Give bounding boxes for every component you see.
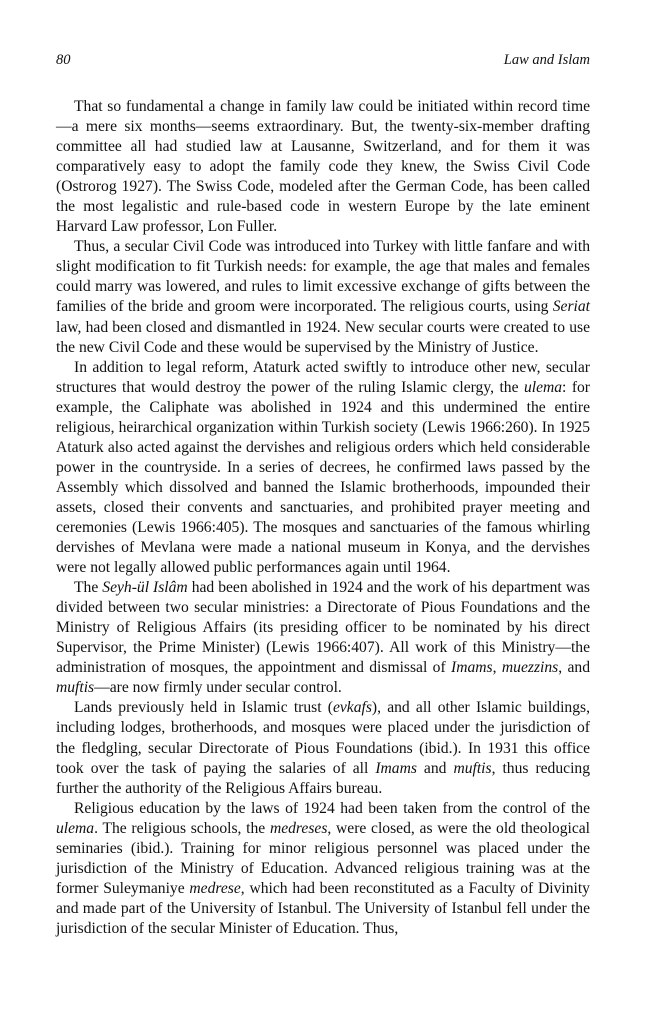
book-page xyxy=(56,52,590,939)
paragraph-1: That so fundamental a change in family law could be initiated within record time—a mere six months—seems extraordinary. But, the twenty-six-member drafting committee all had studied law at Lausanne, Switzerland, and for them it was comparatively easy to adopt the family code they knew, the Swiss Civil Code (Ostrorog 1927). The Swiss Code, modeled after the German Code, has been called the most legalistic and rule-based code in western Europe by the late eminent Harvard Law professor, Lon Fuller. xyxy=(56,98,590,236)
italic-term: Seriat xyxy=(552,298,590,316)
italic-term: muezzins xyxy=(501,659,559,677)
page-number: 80 xyxy=(56,52,71,68)
body-text xyxy=(56,97,590,939)
running-head xyxy=(56,52,590,69)
paragraph-4: The Seyh-ül Islâm had been abolished in 1924 and the work of his department was divided between two secular ministries: a Directorate of Pious Foundations and the Ministry of Religious Affairs (its presiding officer to be nominated by his direct Supervisor, the Prime Minister) (Lewis 1966:407). All work of this Ministry—the administration of mosques, the appointment and dismissal of Imams, muezzins, and muftis—are now firmly under secular control. xyxy=(56,579,591,697)
italic-term: ulema xyxy=(523,378,563,396)
italic-term: Imams xyxy=(451,659,493,677)
paragraph-6: Religious education by the laws of 1924 had been taken from the control of the ulema. The religious schools, the medreses, were closed, as were the old theological seminaries (ibid.). Training for minor religious personnel was placed under the jurisdiction of the Ministry of Education. Advanced religious training was at the former Suleymaniye medrese, which had been reconstituted as a Faculty of Divinity and made part of the University of Istanbul. The University of Istanbul fell under the jurisdiction of the secular Minister of Education. Thus, xyxy=(56,799,590,937)
italic-term: medrese xyxy=(189,879,241,897)
italic-term: Seyh-ül Islâm xyxy=(102,579,188,597)
italic-term: Imams xyxy=(375,759,417,777)
paragraph-3: In addition to legal reform, Ataturk acted swiftly to introduce other new, secular structures that would destroy the power of the ruling Islamic clergy, the ulema: for example, the Caliphate was abolished in 1924 and this undermined the entire religious, heirarchical organization within Turkish society (Lewis 1966:260). In 1925 Ataturk also acted against the dervishes and religious orders which held considerable power in the countryside. In a series of decrees, he confirmed laws passed by the Assembly which dissolved and banned the Islamic brotherhoods, impounded their assets, closed their convents and sanctuaries, and prohibited prayer meeting and ceremonies (Lewis 1966:405). The mosques and sanctuaries of the famous whirling dervishes of Mevlana were made a national museum in Konya, and the dervishes were not legally allowed public performances again until 1964. xyxy=(56,358,590,577)
italic-term: muftis xyxy=(453,759,492,777)
paragraph-5: Lands previously held in Islamic trust (evkafs), and all other Islamic buildings, including lodges, brotherhoods, and mosques were placed under the jurisdiction of the fledgling, secular Directorate of Pious Foundations (ibid.). In 1931 this office took over the task of paying the salaries of all Imams and muftis, thus reducing further the authority of the Religious Affairs bureau. xyxy=(56,699,590,797)
italic-term: ulema xyxy=(56,819,95,837)
running-title: Law and Islam xyxy=(503,52,590,68)
italic-term: medreses xyxy=(269,819,328,837)
italic-term: muftis xyxy=(56,679,95,697)
italic-term: evkafs xyxy=(332,699,372,717)
paragraph-2: Thus, a secular Civil Code was introduced into Turkey with little fanfare and with slight modification to fit Turkish needs: for example, the age that males and females could marry was lowered, and rules to limit excessive exchange of gifts between the families of the bride and groom were incorporated. The religious courts, using Seriat law, had been closed and dismantled in 1924. New secular courts were created to use the new Civil Code and these would be supervised by the Ministry of Justice. xyxy=(56,238,590,356)
